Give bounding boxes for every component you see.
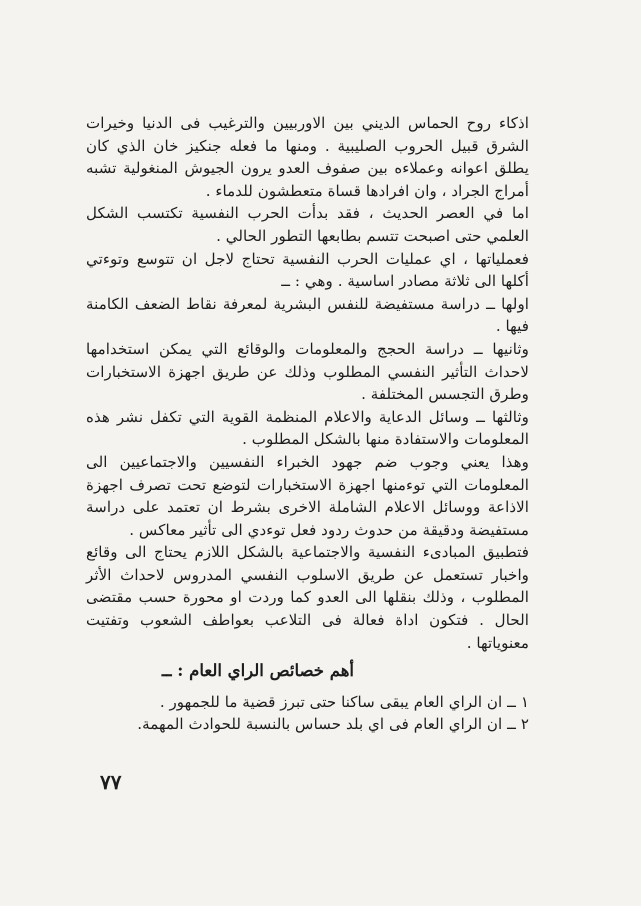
page-number: ٧٧ (100, 770, 122, 794)
paragraph-first-source: اولها ــ دراسة مستفيضة للنفس البشرية لمعرفة نقاط الضعف الكامنة فيها . (86, 294, 529, 336)
body-text (86, 112, 529, 736)
list-item: ١ ــ ان الراي العام يبقى ساكنا حتى تبرز قضية ما للجمهور . (159, 692, 529, 711)
paragraph-experts: وهذا يعني وجوب ضم جهود الخبراء النفسيين والاجتماعيين الى المعلومات التي توءمنها اجهزة الاستخبارات لتوضع تحت تصرف اجهزة الاذاعة ووسائل الاعلام الشاملة الاخرى بشرط ان تعتمد على دراسة مستفيضة ودقيقة من حدوث ردود فعل توءدي الى تأثير معاكس . (86, 452, 529, 539)
section-heading: أهم خصائص الراي العام : ــ (161, 661, 354, 681)
paragraph-application: فتطبيق المبادىء النفسية والاجتماعية بالشكل اللازم يحتاج الى وقائع واخبار تستعمل عن طريق الاسلوب النفسي المدروس لاحداث الأثر المطلوب ، وذلك بنقلها الى العدو كما وردت او محورة حسب مقتضى الحال . فتكون اداة فعالة فى التلاعب بعواطف الشعوب وتفتيت معنوياتها . (86, 543, 529, 652)
paragraph-three-sources: فعملياتها ، اي عمليات الحرب النفسية تحتاج لاجل ان تتوسع وتوءتي أكلها الى ثلاثة مصادر اساسية . وهي : ــ (86, 249, 529, 291)
paragraph-modern-era: اما في العصر الحديث ، فقد بدأت الحرب النفسية تكتسب الشكل العلمي حتى اصبحت تتسم بطابعها التطور الحالي . (86, 204, 529, 245)
paragraph-intro: اذكاء روح الحماس الديني بين الاوربيين والترغيب فى الدنيا وخيرات الشرق قبيل الحروب الصليبية . ومنها ما فعله جنكيز خان الذي كان يطلق اعوانه وعملاءه بين صفوف العدو يرون الجيوش المنغولية تشبه أمراج الجراد ، وان افرادها قساة متعطشون للدماء . (86, 114, 529, 200)
paragraph-second-source: وثانيها ــ دراسة الحجج والمعلومات والوقائع التي يمكن استخدامها لاحداث التأثير النفسي المطلوب وذلك عن طريق اجهزة الاستخبارات وطرق التجسس المختلفة . (86, 339, 529, 404)
paragraph-third-source: وثالثها ــ وسائل الدعاية والاعلام المنظمة القوية التي تكفل نشر هذه المعلومات والاستفادة منها بالشكل المطلوب . (86, 407, 529, 449)
list-item: ٢ ــ ان الراي العام فى اي بلد حساس بالنسبة للحوادث المهمة. (137, 715, 529, 734)
